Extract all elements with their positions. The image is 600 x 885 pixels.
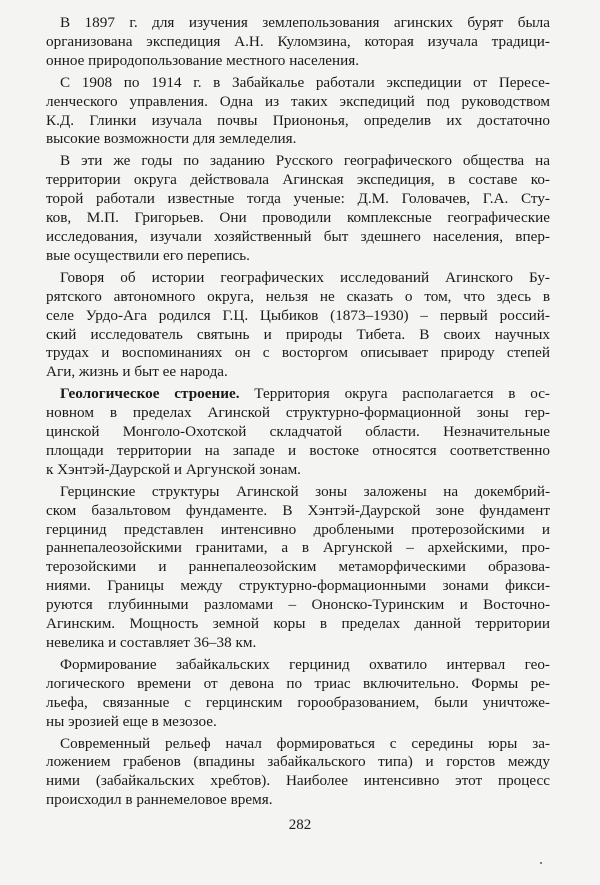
text-line: рятского автономного округа, нельзя не сказать о том, что здесь в — [46, 287, 550, 305]
paragraph-aginsk-expedition — [46, 152, 550, 265]
text-line: происходил в раннемеловое время. — [46, 791, 273, 809]
text-line: Аги, жизнь и быт ее народа. — [46, 363, 228, 381]
paragraph-kulomzin — [46, 14, 550, 71]
text-line: исследования, изучали хозяйственный быт здешнего населения, впер- — [46, 227, 550, 245]
text-line: ленческого управления. Одна из таких экспедиций под руководством — [46, 92, 550, 110]
text-line: торой работали известные тогда ученые: Д.М. Головачев, Г.А. Сту- — [46, 190, 550, 208]
text-line: Формирование забайкальских герцинид охватило интервал гео- — [60, 655, 550, 673]
text-run: Территория округа располагается в ос- — [239, 385, 550, 403]
text-line: трудах и воспоминаниях он с восторгом описывает природу степей — [46, 344, 550, 362]
paragraph-geology — [46, 385, 550, 480]
text-line: селе Урдо-Ага родился Г.Ц. Цыбиков (1873–1930) – первый россий- — [46, 306, 550, 324]
section-heading: Геологическое строение. — [60, 385, 240, 403]
text-line: ними (забайкальских хребтов). Наиболее интенсивно этот процесс — [46, 772, 550, 790]
text-line: ский исследователь святынь и природы Тибета. В своих научных — [46, 325, 550, 343]
text-line: Говоря об истории географических исследований Агинского Бу- — [60, 268, 550, 286]
paragraph-tsybikov — [46, 269, 550, 382]
text-line: Современный рельеф начал формироваться с середины юры за- — [60, 734, 550, 752]
text-line: цинской Монголо-Охотской складчатой области. Незначительные — [46, 423, 550, 441]
text-line: высокие возможности для земледелия. — [46, 130, 297, 148]
page-body — [46, 14, 550, 813]
text-line: онное природопользование местного населения. — [46, 51, 360, 69]
text-line: терозойскими и раннепалеозойским метаморфическими образова- — [46, 558, 550, 576]
paragraph-modern-relief — [46, 735, 550, 811]
text-line: В эти же годы по заданию Русского географического общества на — [60, 152, 550, 170]
text-line: ков, М.П. Григорьев. Они проводили комплексные географические — [46, 209, 550, 227]
paragraph-resettlement — [46, 74, 550, 150]
text-line: В 1897 г. для изучения землепользования агинских бурят была — [60, 14, 550, 31]
text-line: ниями. Границы между структурно-формационными зонами фикси- — [46, 577, 550, 595]
text-line: вые осуществили его перепись. — [46, 246, 250, 264]
text-line — [46, 385, 550, 404]
text-line: льефа, связанные с герцинским горообразованием, были уничтоже- — [46, 693, 550, 711]
text-line: территории округа действовала Агинская экспедиция, в составе ко- — [46, 171, 550, 189]
text-line: руются глубинными разломами – Ононско-Туринским и Восточно- — [46, 596, 550, 614]
text-line: логического времени от девона по триас включительно. Формы ре- — [46, 674, 550, 692]
paragraph-hercynian-structures — [46, 483, 550, 653]
text-line: Агинским. Мощность земной коры в пределах данной территории — [46, 615, 550, 633]
text-line: невелика и составляет 36–38 км. — [46, 634, 257, 651]
page-number: 282 — [288, 817, 312, 833]
text-line: организована экспедиция А.Н. Куломзина, которая изучала традици- — [46, 32, 550, 50]
text-line: площади территории на западе и востоке относятся соответственно — [46, 441, 550, 459]
scan-speck — [540, 862, 542, 864]
text-line: к Хэнтэй-Даурской и Аргунской зонам. — [46, 460, 301, 478]
text-line: С 1908 по 1914 г. в Забайкалье работали экспедиции от Пересе- — [60, 73, 550, 91]
paragraph-formation — [46, 656, 550, 732]
text-line: К.Д. Глинки изучала почвы Приононья, определив их достаточно — [46, 111, 550, 129]
text-line: раннепалеозойскими гранитами, а в Аргунской – архейскими, про- — [46, 539, 550, 557]
text-line: Герцинские структуры Агинской зоны заложены на докембрий- — [60, 482, 550, 500]
text-line: ложением грабенов (впадины забайкальского типа) и горстов между — [46, 753, 550, 771]
text-line: ны эрозией еще в мезозое. — [46, 712, 217, 730]
text-line: новном в пределах Агинской структурно-формационной зоны гер- — [46, 404, 550, 422]
text-line: ском базальтовом фундаменте. В Хэнтэй-Даурской зоне фундамент — [46, 501, 550, 519]
text-line: герцинид представлен интенсивно дроблеными протерозойскими и — [46, 520, 550, 538]
